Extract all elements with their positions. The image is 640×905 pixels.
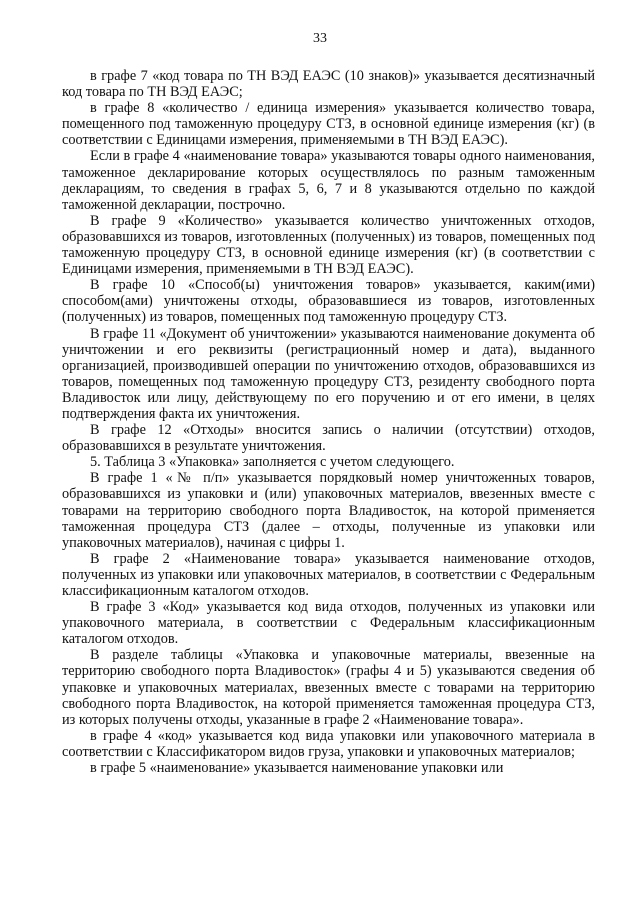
paragraph: 5. Таблица 3 «Упаковка» заполняется с учетом следующего. — [90, 454, 455, 471]
paragraph: В разделе таблицы «Упаковка и упаковочные материалы, ввезенные на территорию свободного порта Владивосток» (графы 4 и 5) указываются сведения об упаковке и упаковочных материалах, ввезенных вместе с товарами на территорию свободного порта Владивосток, на которой применяется таможенная процедура СТЗ, из которых получены отходы, указанные в графе 2 «Наименование товара». — [62, 647, 595, 728]
paragraph: В графе 10 «Способ(ы) уничтожения товаров» указывается, каким(ими) способом(ами) уничтожены отходы, образовавшиеся из товаров, изготовленных (полученных) из товаров, помещенных под таможенную процедуру СТЗ. — [62, 277, 595, 326]
paragraph: В графе 11 «Документ об уничтожении» указываются наименование документа об уничтожении и его реквизиты (регистрационный номер и дата), выданного организацией, производившей операции по уничтожению отходов, образовавшихся из товаров, помещенных под таможенную процедуру СТЗ, резиденту свободного порта Владивосток или лицу, действующему по его поручению и от его имени, в целях подтверждения факта их уничтожения. — [62, 325, 595, 422]
paragraph: в графе 8 «количество / единица измерения» указывается количество товара, помещенного под таможенную процедуру СТЗ, в основной единице измерения (кг) (в соответствии с Единицами измерения, применяемыми в ТН ВЭД ЕАЭС). — [62, 100, 595, 149]
paragraph: В графе 3 «Код» указывается код вида отходов, полученных из упаковки или упаковочного материала, в соответствии с Федеральным классификационным каталогом отходов. — [62, 599, 595, 648]
paragraph: В графе 12 «Отходы» вносится запись о наличии (отсутствии) отходов, образовавшихся в результате уничтожения. — [62, 422, 595, 455]
paragraph: В графе 1 «№ п/п» указывается порядковый номер уничтоженных товаров, образовавшихся из упаковки и (или) упаковочных материалов, ввезенных вместе с товарами на территорию свободного порта Владивосток, на которой применяется таможенная процедура СТЗ (далее – отходы, полученные из упаковки или упаковочных материалов), начиная с цифры 1. — [62, 470, 595, 551]
paragraph: В графе 9 «Количество» указывается количество уничтоженных отходов, образовавшихся из товаров, изготовленных (полученных) из товаров, помещенных под таможенную процедуру СТЗ, в основной единице измерения (кг) (в соответствии с Единицами измерения, применяемыми в ТН ВЭД ЕАЭС). — [62, 212, 595, 278]
paragraph: в графе 7 «код товара по ТН ВЭД ЕАЭС (10 знаков)» указывается десятизначный код товара по ТН ВЭД ЕАЭС; — [62, 68, 595, 101]
paragraph: в графе 5 «наименование» указывается наименование упаковки или — [90, 760, 504, 777]
paragraph: Если в графе 4 «наименование товара» указываются товары одного наименования, таможенное декларирование которых осуществлялось по разным таможенным декларациям, то сведения в графах 5, 6, 7 и 8 указываются отдельно по каждой таможенной декларации, построчно. — [62, 148, 595, 213]
paragraph: В графе 2 «Наименование товара» указывается наименование отходов, полученных из упаковки или упаковочных материалов, в соответствии с Федеральным классификационным каталогом отходов. — [62, 550, 595, 599]
page-number: 33 — [313, 31, 327, 46]
document-body — [62, 68, 595, 776]
paragraph: в графе 4 «код» указывается код вида упаковки или упаковочного материала в соответствии с Классификатором видов груза, упаковки и упаковочных материалов; — [62, 727, 595, 760]
